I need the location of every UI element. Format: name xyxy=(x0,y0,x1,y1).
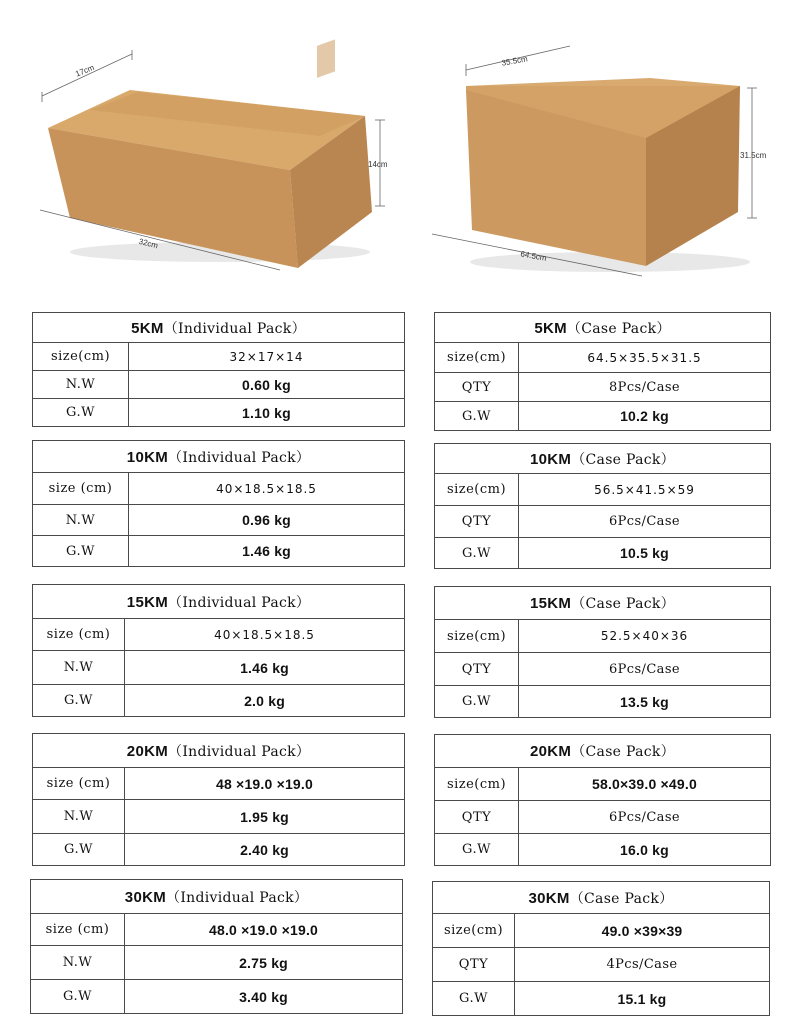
size-label: size(cm) xyxy=(33,343,129,371)
gw-value: 3.40 kg xyxy=(125,980,403,1014)
table-title: 10KM（Case Pack） xyxy=(435,444,771,474)
nw-value: 0.96 kg xyxy=(129,505,405,536)
table-title: 20KM（Individual Pack） xyxy=(33,734,405,768)
gw-label: G.W xyxy=(435,686,519,718)
table-title: 15KM（Individual Pack） xyxy=(33,585,405,619)
spec-table-individual-5km xyxy=(32,312,405,427)
case-depth-label: 35.5cm xyxy=(500,54,529,68)
size-value: 40×18.5×18.5 xyxy=(125,619,405,651)
gw-value: 1.10 kg xyxy=(129,399,405,427)
table-title: 10KM（Individual Pack） xyxy=(33,441,405,473)
spec-table-individual-20km xyxy=(32,733,405,866)
spec-table-case-20km xyxy=(434,734,771,866)
qty-label: QTY xyxy=(435,373,519,402)
qty-label: QTY xyxy=(433,948,515,982)
gw-value: 13.5 kg xyxy=(519,686,771,718)
nw-label: N.W xyxy=(33,505,129,536)
qty-value: 6Pcs/Case xyxy=(519,801,771,834)
size-value: 40×18.5×18.5 xyxy=(129,473,405,505)
gw-label: G.W xyxy=(33,834,125,866)
size-label: size(cm) xyxy=(433,914,515,948)
individual-box-illustration xyxy=(20,30,400,280)
nw-label: N.W xyxy=(31,946,125,980)
size-label: size(cm) xyxy=(435,620,519,653)
gw-value: 16.0 kg xyxy=(519,834,771,866)
size-label: size (cm) xyxy=(31,914,125,946)
qty-value: 4Pcs/Case xyxy=(515,948,770,982)
nw-value: 1.46 kg xyxy=(125,651,405,685)
gw-label: G.W xyxy=(435,538,519,569)
case-width-label: 64.5cm xyxy=(519,249,548,263)
size-value: 56.5×41.5×59 xyxy=(519,474,771,506)
gw-label: G.W xyxy=(31,980,125,1014)
qty-value: 6Pcs/Case xyxy=(519,506,771,538)
size-label: size (cm) xyxy=(33,768,125,800)
table-title: 30KM（Case Pack） xyxy=(433,882,770,914)
table-title: 15KM（Case Pack） xyxy=(435,587,771,620)
individual-box-svg xyxy=(20,30,400,280)
table-title: 20KM（Case Pack） xyxy=(435,735,771,768)
size-value: 52.5×40×36 xyxy=(519,620,771,653)
size-value: 64.5×35.5×31.5 xyxy=(519,343,771,373)
nw-label: N.W xyxy=(33,651,125,685)
spec-table-individual-10km xyxy=(32,440,405,567)
gw-label: G.W xyxy=(435,402,519,431)
spec-table-individual-15km xyxy=(32,584,405,717)
gw-value: 1.46 kg xyxy=(129,536,405,567)
width-label: 32cm xyxy=(137,236,159,251)
size-value: 48.0 ×19.0 ×19.0 xyxy=(125,914,403,946)
gw-label: G.W xyxy=(33,399,129,427)
nw-label: N.W xyxy=(33,800,125,834)
gw-label: G.W xyxy=(435,834,519,866)
gw-value: 10.2 kg xyxy=(519,402,771,431)
nw-label: N.W xyxy=(33,371,129,399)
table-title: 30KM（Individual Pack） xyxy=(31,880,403,914)
gw-value: 15.1 kg xyxy=(515,982,770,1016)
depth-label: 17cm xyxy=(74,62,96,79)
qty-label: QTY xyxy=(435,506,519,538)
gw-label: G.W xyxy=(433,982,515,1016)
nw-value: 0.60 kg xyxy=(129,371,405,399)
case-box-svg xyxy=(420,30,800,280)
gw-value: 10.5 kg xyxy=(519,538,771,569)
nw-value: 2.75 kg xyxy=(125,946,403,980)
size-value: 49.0 ×39×39 xyxy=(515,914,770,948)
spec-table-case-15km xyxy=(434,586,771,718)
spec-table-individual-30km xyxy=(30,879,403,1014)
qty-label: QTY xyxy=(435,801,519,834)
size-label: size (cm) xyxy=(33,473,129,505)
gw-value: 2.0 kg xyxy=(125,685,405,717)
spec-table-case-30km xyxy=(432,881,770,1016)
gw-label: G.W xyxy=(33,536,129,567)
size-value: 32×17×14 xyxy=(129,343,405,371)
qty-label: QTY xyxy=(435,653,519,686)
height-label: 14cm xyxy=(368,160,388,169)
gw-label: G.W xyxy=(33,685,125,717)
qty-value: 6Pcs/Case xyxy=(519,653,771,686)
nw-value: 1.95 kg xyxy=(125,800,405,834)
size-label: size(cm) xyxy=(435,474,519,506)
table-title: 5KM（Case Pack） xyxy=(435,313,771,343)
table-title: 5KM（Individual Pack） xyxy=(33,313,405,343)
spec-table-case-5km xyxy=(434,312,771,431)
size-label: size(cm) xyxy=(435,768,519,801)
size-value: 48 ×19.0 ×19.0 xyxy=(125,768,405,800)
size-label: size(cm) xyxy=(435,343,519,373)
spec-table-case-10km xyxy=(434,443,771,569)
qty-value: 8Pcs/Case xyxy=(519,373,771,402)
size-value: 58.0×39.0 ×49.0 xyxy=(519,768,771,801)
case-box-illustration xyxy=(420,30,800,280)
case-height-label: 31.5cm xyxy=(740,151,767,160)
size-label: size (cm) xyxy=(33,619,125,651)
gw-value: 2.40 kg xyxy=(125,834,405,866)
